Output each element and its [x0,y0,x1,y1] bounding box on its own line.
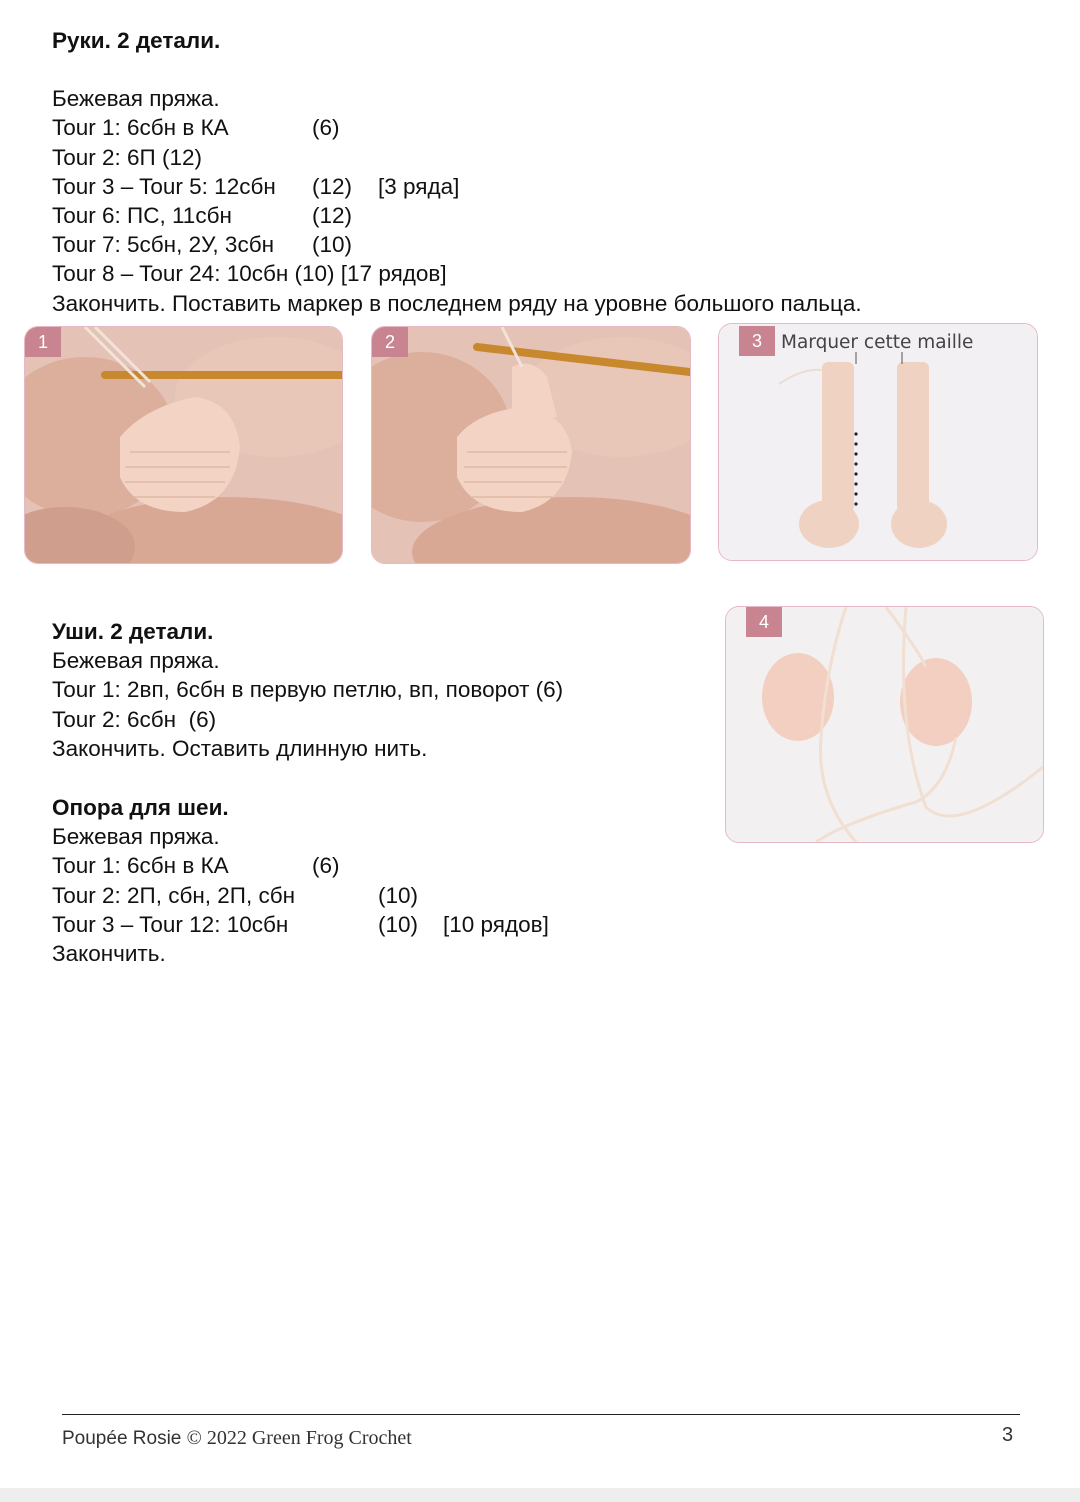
neck-row-3-count: (10) [378,911,419,937]
neck-yarn: Бежевая пряжа. [52,824,220,850]
footer-divider [62,1414,1020,1415]
ears-row-2: Tour 2: 6сбн (6) [52,706,217,732]
page-number: 3 [1002,1424,1014,1446]
arms-row-2 [52,143,862,172]
arms-row-3-text: Tour 3 – Tour 5: 12сбн [52,173,276,199]
neck-heading: Опора для шеи. [52,795,229,820]
arms-row-3 [52,172,862,201]
neck-row-3-text: Tour 3 – Tour 12: 10сбн [52,911,289,937]
crochet-hook-photo-icon [372,327,690,563]
photo-3-caption: Marquer cette maille [781,332,974,353]
ears-row-1: Tour 1: 2вп, 6сбн в первую петлю, вп, поворот (6) [52,677,564,703]
footer-brand: Poupée Rosie [62,1428,182,1449]
neck-row-1-text: Tour 1: 6сбн в КА [52,853,229,879]
arms-row-3-note: [3 ряда] [378,173,460,199]
photo-1-badge: 1 [25,327,61,357]
neck-row-2 [52,881,549,910]
arms-marker-photo-icon [719,324,1037,560]
arms-row-6 [52,259,862,288]
arms-finish: Закончить. Поставить маркер в последнем ряду на уровне большого пальца. [52,290,862,316]
arms-row-3-count: (12) [312,173,353,199]
arms-row-5 [52,230,862,259]
ears-finish: Закончить. Оставить длинную нить. [52,735,428,761]
photo-4-badge: 4 [746,607,782,637]
arms-row-4 [52,201,862,230]
neck-row-3 [52,910,549,939]
ears-heading: Уши. 2 детали. [52,619,214,644]
neck-row-2-count: (10) [378,882,419,908]
neck-section [52,793,549,968]
neck-row-1 [52,851,549,880]
arms-row-2-text: Tour 2: 6П (12) [52,144,202,170]
arms-row-6-text: Tour 8 – Tour 24: 10сбн (10) [17 рядов] [52,261,447,287]
viewer-bottom-strip [0,1488,1080,1502]
ears-photo-icon [726,607,1043,842]
crochet-hook-photo-icon [25,327,342,563]
neck-finish: Закончить. [52,940,166,966]
neck-row-2-text: Tour 2: 2П, сбн, 2П, сбн [52,882,296,908]
footer-copyright: © 2022 Green Frog Crochet [186,1427,412,1449]
footer-credit [62,1427,412,1450]
neck-row-1-count: (6) [312,853,340,879]
arms-row-5-count: (10) [312,232,353,258]
photo-3-badge: 3 [739,326,775,356]
photo-3 [718,323,1038,561]
arms-section [52,26,862,318]
arms-heading: Руки. 2 детали. [52,28,221,53]
ears-yarn: Бежевая пряжа. [52,648,220,674]
arms-row-5-text: Tour 7: 5сбн, 2У, 3сбн [52,232,275,258]
arms-yarn: Бежевая пряжа. [52,86,220,112]
neck-row-3-note: [10 рядов] [443,911,549,937]
arms-row-4-text: Tour 6: ПС, 11сбн [52,202,232,228]
photo-4 [725,606,1044,843]
arms-row-1-text: Tour 1: 6сбн в КА [52,115,229,141]
arms-row-4-count: (12) [312,202,353,228]
ears-section [52,617,563,763]
photo-2-badge: 2 [372,327,408,357]
photo-2 [371,326,691,564]
photo-1 [24,326,343,564]
arms-row-1 [52,113,862,142]
arms-row-1-count: (6) [312,115,340,141]
